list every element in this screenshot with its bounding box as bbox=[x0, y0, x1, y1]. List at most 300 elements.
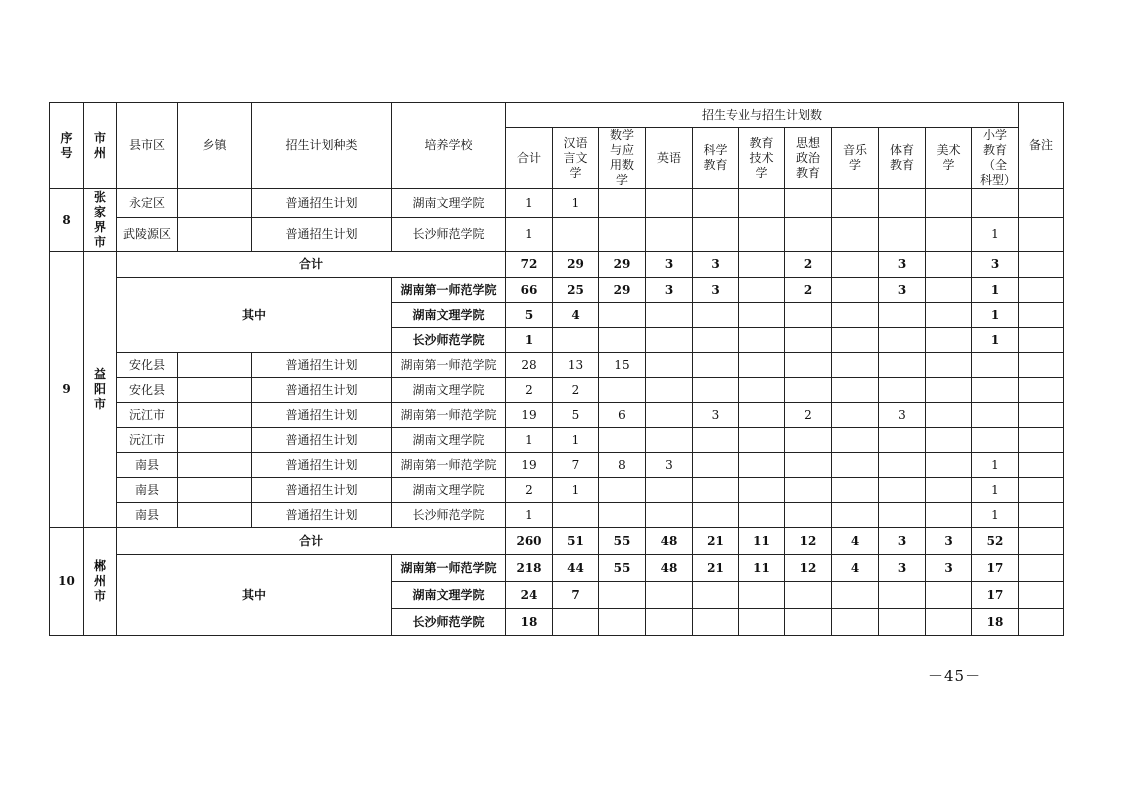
remarks-cell bbox=[1019, 328, 1064, 353]
total-value: 29 bbox=[553, 252, 599, 278]
header-major-5 bbox=[739, 128, 785, 189]
of-which-value bbox=[739, 328, 785, 353]
value-cell bbox=[693, 218, 739, 252]
value-cell bbox=[832, 378, 879, 403]
school-cell: 湖南文理学院 bbox=[392, 428, 506, 453]
table-row bbox=[50, 218, 1064, 252]
header-major-label: 数学与应用数学 bbox=[609, 128, 634, 187]
total-value: 29 bbox=[599, 252, 646, 278]
page-number: －45－ bbox=[928, 667, 982, 685]
of-which-value bbox=[646, 582, 693, 609]
seq-cell: 9 bbox=[50, 252, 84, 528]
of-which-school: 湖南第一师范学院 bbox=[392, 555, 506, 582]
of-which-value bbox=[832, 609, 879, 636]
of-which-label: 其中 bbox=[117, 555, 392, 636]
value-cell bbox=[832, 353, 879, 378]
of-which-value bbox=[785, 303, 832, 328]
of-which-value: 3 bbox=[879, 555, 926, 582]
value-cell bbox=[879, 189, 926, 218]
total-value: 21 bbox=[693, 528, 739, 555]
remarks-cell bbox=[1019, 453, 1064, 478]
header-major-0: 合计 bbox=[506, 128, 553, 189]
of-which-school: 湖南文理学院 bbox=[392, 303, 506, 328]
of-which-value bbox=[926, 303, 972, 328]
remarks-cell bbox=[1019, 278, 1064, 303]
plan-type-cell: 普通招生计划 bbox=[252, 378, 392, 403]
school-cell: 长沙师范学院 bbox=[392, 218, 506, 252]
value-cell bbox=[972, 189, 1019, 218]
value-cell bbox=[693, 503, 739, 528]
plan-type-cell: 普通招生计划 bbox=[252, 503, 392, 528]
value-cell bbox=[785, 428, 832, 453]
of-which-value: 3 bbox=[646, 278, 693, 303]
town-cell bbox=[178, 218, 252, 252]
city-name: 张家界市 bbox=[93, 190, 106, 249]
header-major-label: 汉语言文学 bbox=[563, 135, 588, 180]
seq-cell: 10 bbox=[50, 528, 84, 636]
of-which-value bbox=[739, 609, 785, 636]
table-row bbox=[50, 278, 1064, 303]
of-which-value bbox=[879, 303, 926, 328]
of-which-value bbox=[739, 278, 785, 303]
of-which-value: 3 bbox=[926, 555, 972, 582]
header-major-label: 体育教育 bbox=[889, 143, 914, 172]
plan-type-cell: 普通招生计划 bbox=[252, 189, 392, 218]
value-cell bbox=[739, 478, 785, 503]
of-which-value bbox=[832, 582, 879, 609]
value-cell bbox=[646, 403, 693, 428]
value-cell: 1 bbox=[506, 503, 553, 528]
value-cell: 2 bbox=[785, 403, 832, 428]
value-cell: 1 bbox=[553, 189, 599, 218]
value-cell: 3 bbox=[646, 453, 693, 478]
value-cell bbox=[739, 218, 785, 252]
header-major-4 bbox=[693, 128, 739, 189]
header-city bbox=[84, 103, 117, 189]
value-cell bbox=[785, 453, 832, 478]
value-cell bbox=[785, 189, 832, 218]
header-major-label: 教育技术学 bbox=[749, 135, 774, 180]
value-cell: 7 bbox=[553, 453, 599, 478]
county-cell: 安化县 bbox=[117, 378, 178, 403]
total-value: 48 bbox=[646, 528, 693, 555]
remarks-cell bbox=[1019, 403, 1064, 428]
of-which-value bbox=[926, 328, 972, 353]
of-which-value bbox=[599, 328, 646, 353]
value-cell: 1 bbox=[972, 478, 1019, 503]
plan-type-cell: 普通招生计划 bbox=[252, 478, 392, 503]
value-cell bbox=[646, 378, 693, 403]
seq-cell: 8 bbox=[50, 189, 84, 252]
value-cell bbox=[646, 503, 693, 528]
value-cell bbox=[785, 378, 832, 403]
total-label: 合计 bbox=[117, 528, 506, 555]
value-cell bbox=[926, 353, 972, 378]
value-cell bbox=[926, 453, 972, 478]
header-major-label: 英语 bbox=[656, 150, 681, 165]
town-cell bbox=[178, 453, 252, 478]
value-cell bbox=[926, 478, 972, 503]
total-value: 3 bbox=[646, 252, 693, 278]
value-cell bbox=[693, 189, 739, 218]
header-major-label: 科学教育 bbox=[703, 143, 728, 172]
of-which-value bbox=[553, 328, 599, 353]
value-cell bbox=[832, 478, 879, 503]
header-major-7 bbox=[832, 128, 879, 189]
of-which-value: 17 bbox=[972, 582, 1019, 609]
value-cell bbox=[646, 353, 693, 378]
town-cell bbox=[178, 478, 252, 503]
of-which-value bbox=[646, 609, 693, 636]
value-cell bbox=[832, 189, 879, 218]
header-major-3 bbox=[646, 128, 693, 189]
header-remarks: 备注 bbox=[1019, 103, 1064, 189]
town-cell bbox=[178, 189, 252, 218]
value-cell bbox=[646, 428, 693, 453]
value-cell bbox=[599, 503, 646, 528]
of-which-value: 29 bbox=[599, 278, 646, 303]
of-which-value bbox=[599, 609, 646, 636]
value-cell bbox=[879, 378, 926, 403]
value-cell: 1 bbox=[972, 453, 1019, 478]
header-seq-text: 序号 bbox=[60, 130, 73, 160]
remarks-cell bbox=[1019, 609, 1064, 636]
of-which-value: 1 bbox=[972, 303, 1019, 328]
of-which-value: 4 bbox=[553, 303, 599, 328]
total-value: 51 bbox=[553, 528, 599, 555]
value-cell bbox=[739, 353, 785, 378]
value-cell: 19 bbox=[506, 403, 553, 428]
remarks-cell bbox=[1019, 555, 1064, 582]
of-which-value: 21 bbox=[693, 555, 739, 582]
total-value: 12 bbox=[785, 528, 832, 555]
of-which-value bbox=[926, 582, 972, 609]
school-cell: 湖南第一师范学院 bbox=[392, 403, 506, 428]
town-cell bbox=[178, 403, 252, 428]
value-cell bbox=[879, 453, 926, 478]
total-value: 72 bbox=[506, 252, 553, 278]
county-cell: 永定区 bbox=[117, 189, 178, 218]
town-cell bbox=[178, 503, 252, 528]
value-cell: 1 bbox=[506, 218, 553, 252]
value-cell: 3 bbox=[879, 403, 926, 428]
remarks-cell bbox=[1019, 528, 1064, 555]
of-which-value bbox=[739, 303, 785, 328]
value-cell: 19 bbox=[506, 453, 553, 478]
value-cell: 1 bbox=[553, 478, 599, 503]
of-which-value: 55 bbox=[599, 555, 646, 582]
of-which-value bbox=[879, 582, 926, 609]
school-cell: 湖南文理学院 bbox=[392, 189, 506, 218]
header-major-1 bbox=[553, 128, 599, 189]
value-cell bbox=[693, 428, 739, 453]
remarks-cell bbox=[1019, 252, 1064, 278]
county-cell: 武陵源区 bbox=[117, 218, 178, 252]
remarks-cell bbox=[1019, 189, 1064, 218]
value-cell: 1 bbox=[506, 189, 553, 218]
total-value: 52 bbox=[972, 528, 1019, 555]
value-cell: 1 bbox=[506, 428, 553, 453]
header-major-label: 思想政治教育 bbox=[795, 135, 820, 180]
of-which-value bbox=[785, 582, 832, 609]
school-cell: 湖南文理学院 bbox=[392, 478, 506, 503]
of-which-value bbox=[832, 303, 879, 328]
value-cell bbox=[739, 503, 785, 528]
county-cell: 沅江市 bbox=[117, 428, 178, 453]
school-cell: 湖南第一师范学院 bbox=[392, 453, 506, 478]
of-which-value bbox=[879, 609, 926, 636]
table-row bbox=[50, 478, 1064, 503]
value-cell bbox=[972, 378, 1019, 403]
value-cell bbox=[832, 403, 879, 428]
value-cell: 28 bbox=[506, 353, 553, 378]
city-name: 益阳市 bbox=[93, 367, 106, 411]
value-cell: 1 bbox=[972, 503, 1019, 528]
of-which-school: 长沙师范学院 bbox=[392, 609, 506, 636]
of-which-value: 4 bbox=[832, 555, 879, 582]
value-cell bbox=[972, 428, 1019, 453]
total-value: 260 bbox=[506, 528, 553, 555]
value-cell bbox=[972, 403, 1019, 428]
value-cell bbox=[785, 478, 832, 503]
city-cell bbox=[84, 189, 117, 252]
remarks-cell bbox=[1019, 303, 1064, 328]
value-cell bbox=[926, 189, 972, 218]
value-cell bbox=[926, 403, 972, 428]
table-row bbox=[50, 503, 1064, 528]
of-which-value bbox=[646, 328, 693, 353]
total-value: 2 bbox=[785, 252, 832, 278]
city-cell bbox=[84, 252, 117, 528]
remarks-cell bbox=[1019, 378, 1064, 403]
value-cell bbox=[599, 189, 646, 218]
table-row bbox=[50, 378, 1064, 403]
of-which-value bbox=[693, 328, 739, 353]
of-which-value: 218 bbox=[506, 555, 553, 582]
of-which-value: 18 bbox=[506, 609, 553, 636]
total-value bbox=[832, 252, 879, 278]
header-plan-type: 招生计划种类 bbox=[252, 103, 392, 189]
total-value: 3 bbox=[693, 252, 739, 278]
of-which-value bbox=[599, 303, 646, 328]
value-cell bbox=[599, 478, 646, 503]
total-value: 3 bbox=[972, 252, 1019, 278]
of-which-value: 1 bbox=[972, 328, 1019, 353]
table-row bbox=[50, 528, 1064, 555]
of-which-value: 2 bbox=[785, 278, 832, 303]
value-cell bbox=[785, 353, 832, 378]
of-which-value bbox=[599, 582, 646, 609]
school-cell: 湖南第一师范学院 bbox=[392, 353, 506, 378]
value-cell bbox=[926, 503, 972, 528]
value-cell bbox=[926, 378, 972, 403]
header-town: 乡镇 bbox=[178, 103, 252, 189]
of-which-value: 5 bbox=[506, 303, 553, 328]
of-which-value: 48 bbox=[646, 555, 693, 582]
value-cell bbox=[879, 218, 926, 252]
remarks-cell bbox=[1019, 428, 1064, 453]
value-cell: 2 bbox=[506, 378, 553, 403]
table-row bbox=[50, 428, 1064, 453]
value-cell bbox=[646, 478, 693, 503]
plan-type-cell: 普通招生计划 bbox=[252, 353, 392, 378]
value-cell: 8 bbox=[599, 453, 646, 478]
value-cell: 3 bbox=[693, 403, 739, 428]
value-cell bbox=[926, 218, 972, 252]
of-which-value: 44 bbox=[553, 555, 599, 582]
value-cell bbox=[785, 218, 832, 252]
of-which-value bbox=[646, 303, 693, 328]
of-which-value bbox=[926, 609, 972, 636]
value-cell: 2 bbox=[506, 478, 553, 503]
value-cell bbox=[879, 478, 926, 503]
of-which-school: 湖南第一师范学院 bbox=[392, 278, 506, 303]
of-which-value: 24 bbox=[506, 582, 553, 609]
value-cell bbox=[553, 218, 599, 252]
value-cell bbox=[693, 453, 739, 478]
total-value: 3 bbox=[926, 528, 972, 555]
value-cell bbox=[646, 189, 693, 218]
county-cell: 南县 bbox=[117, 478, 178, 503]
of-which-value: 25 bbox=[553, 278, 599, 303]
of-which-value bbox=[739, 582, 785, 609]
header-school: 培养学校 bbox=[392, 103, 506, 189]
header-major-9 bbox=[926, 128, 972, 189]
value-cell: 2 bbox=[553, 378, 599, 403]
school-cell: 湖南文理学院 bbox=[392, 378, 506, 403]
total-value: 3 bbox=[879, 528, 926, 555]
table-row bbox=[50, 453, 1064, 478]
of-which-value bbox=[693, 609, 739, 636]
value-cell bbox=[832, 453, 879, 478]
of-which-value: 12 bbox=[785, 555, 832, 582]
of-which-value bbox=[693, 582, 739, 609]
of-which-value bbox=[879, 328, 926, 353]
remarks-cell bbox=[1019, 218, 1064, 252]
value-cell bbox=[553, 503, 599, 528]
of-which-value bbox=[693, 303, 739, 328]
value-cell bbox=[693, 478, 739, 503]
table-row bbox=[50, 555, 1064, 582]
remarks-cell bbox=[1019, 478, 1064, 503]
header-major-label: 音乐学 bbox=[842, 143, 867, 172]
of-which-value: 17 bbox=[972, 555, 1019, 582]
header-majors-group: 招生专业与招生计划数 bbox=[506, 103, 1019, 128]
value-cell bbox=[739, 453, 785, 478]
value-cell: 1 bbox=[553, 428, 599, 453]
city-name: 郴州市 bbox=[93, 559, 106, 603]
value-cell bbox=[879, 503, 926, 528]
of-which-value: 18 bbox=[972, 609, 1019, 636]
value-cell: 5 bbox=[553, 403, 599, 428]
county-cell: 南县 bbox=[117, 453, 178, 478]
value-cell bbox=[693, 353, 739, 378]
value-cell bbox=[599, 428, 646, 453]
header-major-label: 美术学 bbox=[936, 143, 961, 172]
county-cell: 安化县 bbox=[117, 353, 178, 378]
value-cell bbox=[599, 378, 646, 403]
school-cell: 长沙师范学院 bbox=[392, 503, 506, 528]
value-cell: 6 bbox=[599, 403, 646, 428]
value-cell bbox=[832, 218, 879, 252]
town-cell bbox=[178, 353, 252, 378]
header-major-2 bbox=[599, 128, 646, 189]
value-cell bbox=[739, 428, 785, 453]
header-major-8 bbox=[879, 128, 926, 189]
total-value: 4 bbox=[832, 528, 879, 555]
county-cell: 南县 bbox=[117, 503, 178, 528]
of-which-label: 其中 bbox=[117, 278, 392, 353]
table-row bbox=[50, 252, 1064, 278]
total-value bbox=[739, 252, 785, 278]
total-value: 11 bbox=[739, 528, 785, 555]
table-row bbox=[50, 103, 1064, 128]
remarks-cell bbox=[1019, 582, 1064, 609]
enrollment-plan-table bbox=[49, 102, 1064, 636]
town-cell bbox=[178, 428, 252, 453]
city-cell bbox=[84, 528, 117, 636]
of-which-value bbox=[926, 278, 972, 303]
remarks-cell bbox=[1019, 353, 1064, 378]
of-which-value: 66 bbox=[506, 278, 553, 303]
of-which-value bbox=[832, 328, 879, 353]
total-value bbox=[926, 252, 972, 278]
header-major-10 bbox=[972, 128, 1019, 189]
value-cell bbox=[926, 428, 972, 453]
value-cell bbox=[739, 378, 785, 403]
of-which-value bbox=[832, 278, 879, 303]
value-cell bbox=[739, 403, 785, 428]
total-value: 3 bbox=[879, 252, 926, 278]
value-cell bbox=[646, 218, 693, 252]
of-which-value: 1 bbox=[506, 328, 553, 353]
total-label: 合计 bbox=[117, 252, 506, 278]
header-city-text: 市州 bbox=[93, 130, 106, 160]
value-cell: 1 bbox=[972, 218, 1019, 252]
of-which-value: 3 bbox=[879, 278, 926, 303]
of-which-value bbox=[785, 609, 832, 636]
of-which-school: 湖南文理学院 bbox=[392, 582, 506, 609]
value-cell: 13 bbox=[553, 353, 599, 378]
value-cell: 15 bbox=[599, 353, 646, 378]
of-which-value bbox=[785, 328, 832, 353]
plan-type-cell: 普通招生计划 bbox=[252, 403, 392, 428]
header-county: 县市区 bbox=[117, 103, 178, 189]
county-cell: 沅江市 bbox=[117, 403, 178, 428]
header-major-6 bbox=[785, 128, 832, 189]
table-row bbox=[50, 353, 1064, 378]
of-which-value bbox=[553, 609, 599, 636]
plan-type-cell: 普通招生计划 bbox=[252, 453, 392, 478]
table-row bbox=[50, 189, 1064, 218]
header-major-label: 小学教育（全科型） bbox=[980, 128, 1017, 187]
value-cell bbox=[879, 353, 926, 378]
header-seq bbox=[50, 103, 84, 189]
value-cell bbox=[599, 218, 646, 252]
value-cell bbox=[693, 378, 739, 403]
remarks-cell bbox=[1019, 503, 1064, 528]
value-cell bbox=[785, 503, 832, 528]
value-cell bbox=[879, 428, 926, 453]
plan-type-cell: 普通招生计划 bbox=[252, 428, 392, 453]
value-cell bbox=[832, 503, 879, 528]
of-which-value: 11 bbox=[739, 555, 785, 582]
plan-type-cell: 普通招生计划 bbox=[252, 218, 392, 252]
of-which-value: 3 bbox=[693, 278, 739, 303]
value-cell bbox=[739, 189, 785, 218]
town-cell bbox=[178, 378, 252, 403]
of-which-school: 长沙师范学院 bbox=[392, 328, 506, 353]
